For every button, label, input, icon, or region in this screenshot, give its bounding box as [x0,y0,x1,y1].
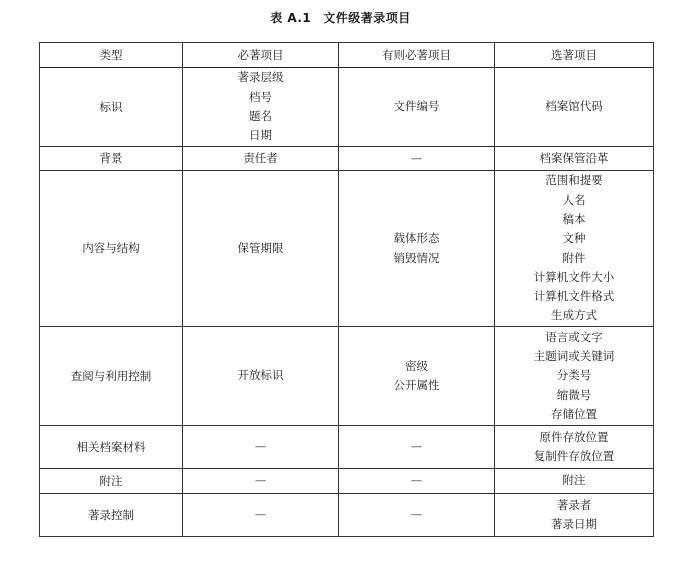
cell-required [183,494,339,537]
table-row [40,147,654,171]
item: 范围和提要 [545,173,603,188]
cell-optional [495,426,654,469]
item: 文种 [562,231,586,246]
item: 开放标识 [237,368,284,383]
table-row [40,426,654,469]
item: 著录层级 [237,70,284,85]
cell-conditional [339,171,495,327]
item: 计算机文件格式 [533,289,615,304]
item: 人名 [562,192,586,207]
cell-type: 附注 [40,469,183,494]
table-row [40,68,654,147]
cell-conditional [339,147,495,171]
dash: — [254,507,267,522]
header-type: 类型 [40,43,183,68]
cell-conditional [339,327,495,426]
item: 主题词或关键词 [533,349,615,364]
cell-optional [495,171,654,327]
cell-optional [495,469,654,494]
cell-required [183,68,339,147]
cell-conditional [339,469,495,494]
cell-type: 标识 [40,68,183,147]
cell-type: 著录控制 [40,494,183,537]
item: 稿本 [562,211,586,226]
cell-required [183,171,339,327]
table-row [40,469,654,494]
item: 销毁情况 [393,250,440,265]
item: 语言或文字 [545,329,603,344]
item: 档案保管沿革 [539,150,609,165]
table-row [40,327,654,426]
dash: — [254,439,267,454]
item: 公开属性 [393,378,440,392]
item: 文件编号 [393,99,440,114]
table-caption [0,9,681,26]
dash: — [410,507,423,522]
item: 附件 [562,250,586,265]
cell-type: 查阅与利用控制 [40,327,183,426]
header-optional: 选著项目 [495,43,654,68]
item: 生成方式 [551,308,597,323]
item: 档号 [249,89,272,104]
dash: — [410,473,423,488]
cell-optional [495,147,654,171]
dash: — [410,150,423,165]
table-header [40,43,654,68]
item: 档案馆代码 [545,99,603,114]
dash: — [254,473,267,488]
dash: — [410,439,423,454]
table-number: 表 A.1 [270,11,312,25]
cell-optional [495,494,654,537]
cell-required [183,327,339,426]
item: 密级 [405,358,428,373]
item: 原件存放位置 [539,429,609,444]
table-row [40,494,654,537]
cell-optional [495,327,654,426]
item: 分类号 [556,368,592,383]
header-required: 必著项目 [183,43,339,68]
cell-required [183,469,339,494]
item: 题名 [249,109,272,123]
item: 保管期限 [237,240,284,255]
descriptive-items-table [39,42,654,537]
cell-type: 相关档案材料 [40,426,183,469]
cell-required [183,147,339,171]
cell-conditional [339,68,495,147]
item: 责任者 [243,150,278,165]
cell-conditional [339,494,495,537]
cell-required [183,426,339,469]
item: 著录者 [556,497,592,512]
item: 著录日期 [551,517,597,531]
table-row [40,171,654,327]
cell-type: 内容与结构 [40,171,183,327]
cell-type: 背景 [40,147,183,171]
table-title: 文件级著录项目 [323,11,411,25]
item: 计算机文件大小 [533,269,615,284]
item: 附注 [562,473,586,488]
item: 载体形态 [393,231,440,246]
header-conditional: 有则必著项目 [339,43,495,68]
item: 存储位置 [551,406,597,421]
table-body [40,68,654,537]
item: 日期 [249,128,272,143]
cell-optional [495,68,654,147]
header-row [40,43,654,68]
item: 复制件存放位置 [533,449,615,463]
item: 缩微号 [556,387,592,402]
cell-conditional [339,426,495,469]
